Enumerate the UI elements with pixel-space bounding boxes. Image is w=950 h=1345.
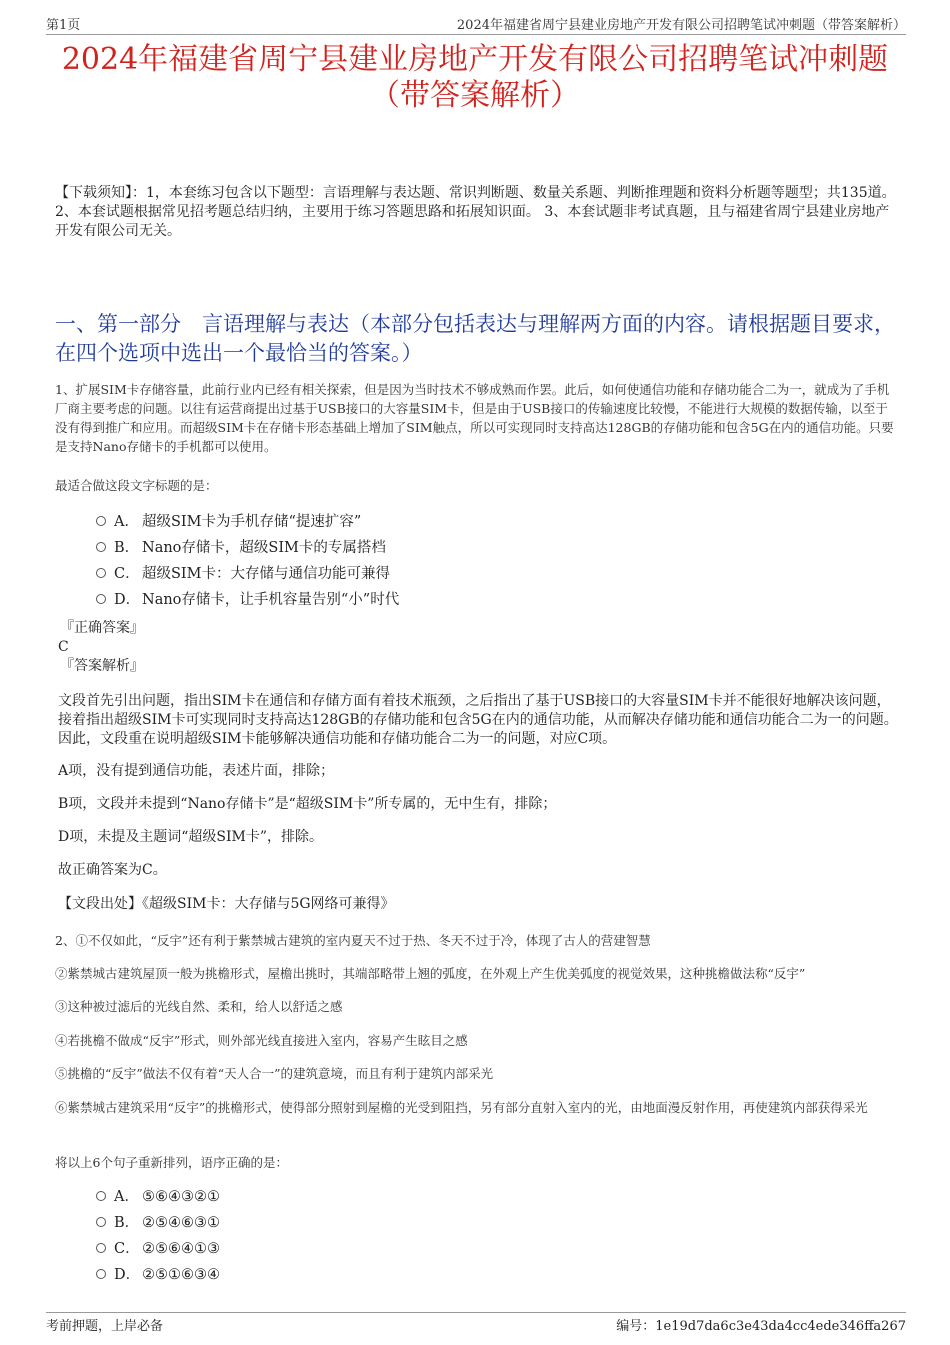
title-line-1: 2024年福建省周宁县建业房地产开发有限公司招聘笔试冲刺题 [61,42,889,77]
q2-option-a[interactable]: A． ⑤⑥④③②① [96,1187,220,1207]
text-source: 【文段出处】《超级SIM卡：大存储与5G网络可兼得》 [58,896,395,912]
answer-label: 『正确答案』 [60,620,144,636]
q2-sentence-1: 2、①不仅如此，“反宇”还有利于紫禁城古建筑的室内夏天不过于热、冬天不过于冷，体现了古人的营建智慧 [55,933,651,948]
document-title [40,42,910,114]
analysis-option-a: A项，没有提到通信功能，表述片面，排除； [58,763,335,779]
q2-sentence-5: ⑤挑檐的“反宇”做法不仅有着“天人合一”的建筑意境，而且有利于建筑内部采光 [55,1066,494,1081]
option-text: ⑤⑥④③②① [142,1189,220,1205]
q1-option-c[interactable]: C． 超级SIM卡：大存储与通信功能可兼得 [96,564,390,584]
analysis-conclusion: 故正确答案为C。 [58,862,167,878]
page-number: 第1页 [46,18,81,33]
title-line-2: （带答案解析） [370,78,580,113]
q1-prompt: 最适合做这段文字标题的是： [55,478,218,493]
q2-option-d[interactable]: D． ②⑤①⑥③④ [96,1265,220,1285]
q2-sentence-4: ④若挑檐不做成“反宇”形式，则外部光线直接进入室内，容易产生眩目之感 [55,1033,468,1048]
option-text: Nano存储卡，超级SIM卡的专属搭档 [142,540,386,556]
section-heading: 一、第一部分 言语理解与表达（本部分包括表达与理解两方面的内容。请根据题目要求，在四个选项中选出一个最恰当的答案。） [55,312,895,365]
radio-icon[interactable] [96,542,106,552]
option-text: Nano存储卡，让手机容量告别“小”时代 [142,592,400,608]
download-notice: 【下载须知】：1，本套练习包含以下题型：言语理解与表达题、常识判断题、数量关系题、判断推理题和资料分析题等题型；共135道。 2、本套试题根据常见招考题总结归纳，主要用于练习答题思路和拓展知识面。 3、本套试题非考试真题，且与福建省周宁县建业房地产开发有限公司无关。 [55,185,896,239]
radio-icon[interactable] [96,1243,106,1253]
analysis-paragraph: 文段首先引出问题，指出SIM卡在通信和存储方面有着技术瓶颈，之后指出了基于USB接口的大容量SIM卡并不能很好地解决该问题，接着指出超级SIM卡可实现同时支持高达128GB的存储功能和包含5G在内的通信功能，从而解决存储功能和通信功能合二为一的问题。因此，文段重在说明超级SIM卡能够解决通信功能和存储功能合二为一的问题，对应C项。 [58,693,898,747]
q2-prompt: 将以上6个句子重新排列，语序正确的是： [55,1155,288,1170]
q1-option-d[interactable]: D． Nano存储卡，让手机容量告别“小”时代 [96,590,399,610]
q2-sentence-6: ⑥紫禁城古建筑采用“反宇”的挑檐形式，使得部分照射到屋檐的光受到阻挡，另有部分直射入室内的光，由地面漫反射作用，再使建筑内部获得采光 [55,1100,868,1115]
radio-icon[interactable] [96,1269,106,1279]
q2-option-b[interactable]: B． ②⑤④⑥③① [96,1213,220,1233]
option-text: 超级SIM卡：大存储与通信功能可兼得 [142,566,391,582]
page-header [46,14,906,35]
analysis-option-b: B项，文段并未提到“Nano存储卡”是“超级SIM卡”所专属的，无中生有，排除； [58,796,557,812]
radio-icon[interactable] [96,516,106,526]
radio-icon[interactable] [96,594,106,604]
header-doc-title: 2024年福建省周宁县建业房地产开发有限公司招聘笔试冲刺题（带答案解析） [456,18,906,33]
page-footer [46,1312,906,1335]
answer-value: C [58,639,69,655]
q1-option-a[interactable]: A． 超级SIM卡为手机存储“提速扩容” [96,512,361,532]
footer-slogan: 考前押题，上岸必备 [46,1319,164,1334]
option-text: ②⑤①⑥③④ [142,1267,220,1283]
q2-sentence-2: ②紫禁城古建筑屋顶一般为挑檐形式，屋檐出挑时，其端部略带上翘的弧度，在外观上产生优美弧度的视觉效果，这种挑檐做法称“反宇” [55,966,806,981]
q1-option-b[interactable]: B． Nano存储卡，超级SIM卡的专属搭档 [96,538,386,558]
q1-stem: 1、扩展SIM卡存储容量，此前行业内已经有相关探索，但是因为当时技术不够成熟而作罢。此后，如何使通信功能和存储功能合二为一，就成为了手机厂商主要考虑的问题。以往有运营商提出过基于USB接口的大容量SIM卡，但是由于USB接口的传输速度比较慢，不能进行大规模的数据传输，以至于没有得到推广和应用。而超级SIM卡在存储卡形态基础上增加了SIM触点，所以可实现同时支持高达128GB的存储功能和包含5G在内的通信功能。只要是支持Nano存储卡的手机都可以使用。 [55,382,894,454]
analysis-label: 『答案解析』 [60,658,144,674]
radio-icon[interactable] [96,568,106,578]
footer-serial: 编号：1e19d7da6c3e43da4cc4ede346ffa267 [616,1319,906,1334]
analysis-option-d: D项，未提及主题词“超级SIM卡”，排除。 [58,829,323,845]
radio-icon[interactable] [96,1191,106,1201]
option-text: ②⑤④⑥③① [142,1215,220,1231]
q2-sentence-3: ③这种被过滤后的光线自然、柔和，给人以舒适之感 [55,999,343,1014]
option-text: 超级SIM卡为手机存储“提速扩容” [142,514,362,530]
radio-icon[interactable] [96,1217,106,1227]
option-text: ②⑤⑥④①③ [142,1241,220,1257]
q2-option-c[interactable]: C． ②⑤⑥④①③ [96,1239,220,1259]
